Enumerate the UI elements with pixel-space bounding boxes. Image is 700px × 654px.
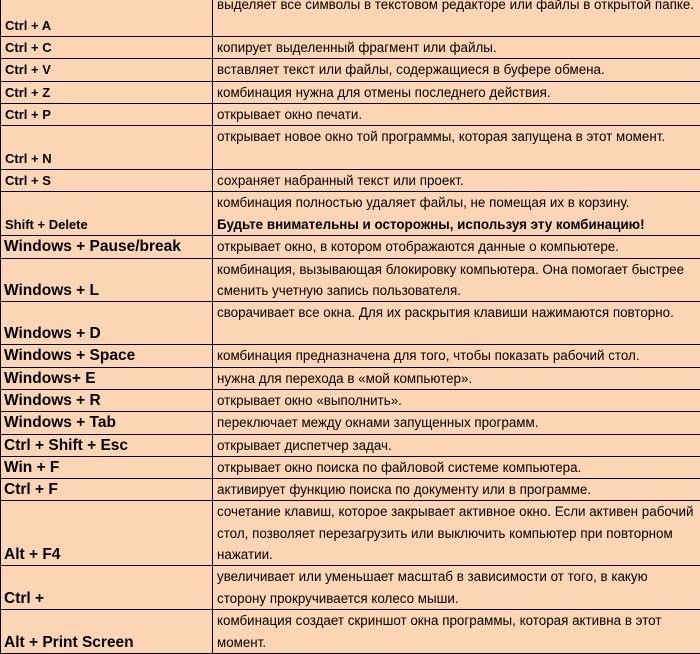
shortcut-description	[213, 566, 700, 610]
shortcut-description-text: вставляет текст или файлы, содержащиеся в буфере обмена.	[217, 59, 698, 80]
shortcut-description	[213, 170, 700, 192]
shortcut-key: Ctrl + Z	[1, 81, 213, 103]
shortcut-key: Alt + Print Screen	[1, 610, 213, 654]
shortcut-description	[213, 103, 700, 125]
shortcut-row	[1, 566, 700, 610]
shortcut-row	[1, 103, 700, 125]
shortcut-description-text: сочетание клавиш, которое закрывает активное окно. Если активен рабочий стол, позволяет перезагрузить или выключить компьютер при повторном нажатии.	[217, 501, 698, 565]
shortcut-key: Ctrl + N	[1, 126, 213, 170]
shortcut-key: Ctrl + V	[1, 59, 213, 81]
shortcut-row	[1, 37, 700, 59]
shortcut-row	[1, 81, 700, 103]
shortcut-row	[1, 258, 700, 302]
shortcut-description	[213, 302, 700, 345]
shortcut-description-text: сворачивает все окна. Для их раскрытия клавиши нажимаются повторно.	[217, 302, 698, 323]
shortcut-key: Ctrl + F	[1, 479, 213, 501]
shortcut-description-text: комбинация полностью удаляет файлы, не помещая их в корзину.	[217, 192, 698, 213]
shortcut-row	[1, 192, 700, 236]
shortcut-description-text: открывает новое окно той программы, которая запущена в этот момент.	[217, 126, 698, 147]
shortcut-description-text: переключает между окнами запущенных программ.	[217, 412, 698, 433]
shortcut-warning-text: Будьте внимательны и осторожны, используя эту комбинацию!	[217, 214, 698, 235]
shortcut-row	[1, 412, 700, 434]
shortcut-description	[213, 456, 700, 478]
shortcut-description	[213, 0, 700, 37]
shortcut-description	[213, 126, 700, 170]
shortcut-description-text: копирует выделенный фрагмент или файлы.	[217, 37, 698, 58]
shortcut-description	[213, 434, 700, 456]
shortcut-row	[1, 610, 700, 654]
shortcut-key: Ctrl + S	[1, 170, 213, 192]
shortcut-description-text: комбинация, вызывающая блокировку компьютера. Она помогает быстрее сменить учетную запись пользователя.	[217, 259, 698, 302]
shortcut-description-text: нужна для перехода в «мой компьютер».	[217, 368, 698, 389]
shortcut-row	[1, 345, 700, 367]
shortcut-key: Alt + F4	[1, 501, 213, 566]
shortcut-key: Windows + L	[1, 258, 213, 302]
shortcut-description-text: комбинация предназначена для того, чтобы показать рабочий стол.	[217, 345, 698, 366]
shortcut-row	[1, 126, 700, 170]
shortcuts-table-body	[1, 0, 700, 654]
shortcut-description	[213, 345, 700, 367]
shortcut-description	[213, 258, 700, 302]
shortcut-description	[213, 610, 700, 654]
shortcut-description-text: открывает окно печати.	[217, 104, 698, 125]
shortcut-key: Shift + Delete	[1, 192, 213, 236]
shortcut-description-text: открывает окно поиска по файловой системе компьютера.	[217, 457, 698, 478]
shortcut-description	[213, 192, 700, 236]
shortcut-description-text: открывает окно, в котором отображаются данные о компьютере.	[217, 236, 698, 257]
shortcut-description-text: активирует функцию поиска по документу или в программе.	[217, 479, 698, 500]
shortcut-key: Windows + D	[1, 302, 213, 345]
shortcut-row	[1, 59, 700, 81]
shortcut-row	[1, 501, 700, 566]
shortcut-description	[213, 236, 700, 258]
shortcut-row	[1, 0, 700, 37]
shortcut-description-text: открывает окно «выполнить».	[217, 390, 698, 411]
shortcut-description-text: комбинация создает скриншот окна программы, которая активна в этот момент.	[217, 610, 698, 653]
shortcut-key: Ctrl + C	[1, 37, 213, 59]
shortcut-description	[213, 59, 700, 81]
shortcut-key: Ctrl + P	[1, 103, 213, 125]
shortcut-row	[1, 170, 700, 192]
shortcut-row	[1, 456, 700, 478]
shortcut-description-text: открывает диспетчер задач.	[217, 435, 698, 456]
shortcut-key: Ctrl + Shift + Esc	[1, 434, 213, 456]
shortcut-description	[213, 501, 700, 566]
shortcut-key: Windows + Pause/break	[1, 236, 213, 258]
shortcut-key: Windows + Space	[1, 345, 213, 367]
shortcut-key: Ctrl + A	[1, 0, 213, 37]
shortcut-row	[1, 389, 700, 411]
shortcut-description	[213, 37, 700, 59]
shortcut-key: Windows+ E	[1, 367, 213, 389]
shortcut-description	[213, 412, 700, 434]
shortcut-key: Windows + R	[1, 389, 213, 411]
shortcut-row	[1, 367, 700, 389]
shortcut-row	[1, 479, 700, 501]
shortcut-key: Windows + Tab	[1, 412, 213, 434]
shortcut-description-text: комбинация нужна для отмены последнего действия.	[217, 82, 698, 103]
shortcut-description-text: выделяет все символы в текстовом редакторе или файлы в открытой папке.	[217, 0, 698, 15]
shortcut-description-text: сохраняет набранный текст или проект.	[217, 170, 698, 191]
shortcut-row	[1, 236, 700, 258]
shortcut-key: Ctrl +	[1, 566, 213, 610]
shortcut-description	[213, 389, 700, 411]
shortcut-description	[213, 81, 700, 103]
shortcut-row	[1, 302, 700, 345]
shortcut-description	[213, 479, 700, 501]
shortcut-key: Win + F	[1, 456, 213, 478]
shortcut-description	[213, 367, 700, 389]
shortcut-description-text: увеличивает или уменьшает масштаб в зависимости от того, в какую сторону прокручивается колесо мыши.	[217, 566, 698, 609]
shortcut-row	[1, 434, 700, 456]
